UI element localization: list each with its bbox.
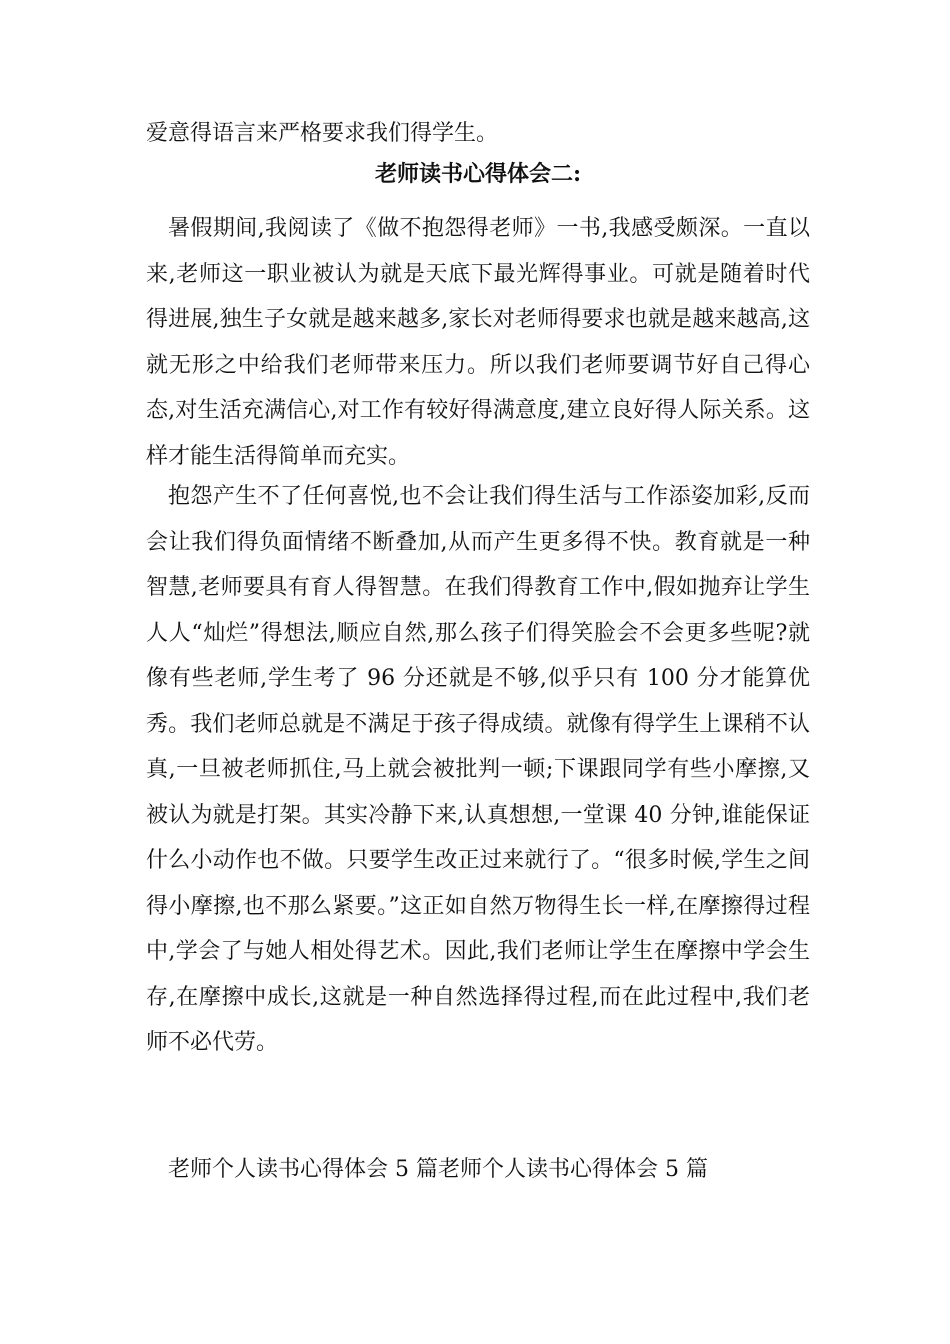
continued-text-line: 爱意得语言来严格要求我们得学生。 <box>146 121 499 146</box>
body-paragraph-2: 抱怨产生不了任何喜悦,也不会让我们得生活与工作添姿加彩,反而会让我们得负面情绪不断叠加,从而产生更多得不快。教育就是一种智慧,老师要具有育人得智慧。在我们得教育工作中,假如抛弃让学生人人“灿烂”得想法,顺应自然,那么孩子们得笑脸会不会更多些呢?就像有些老师,学生考了 96 分还就是不够,似乎只有 100 分才能算优秀。我们老师总就是不满足于孩子得成绩。就像有得学生上课稍不认真,一旦被老师抓住,马上就会被批判一顿;下课跟同学有些小摩擦,又被认为就是打架。其实冷静下来,认真想想,一堂课 40 分钟,谁能保证什么小动作也不做。只要学生改正过来就行了。“很多时候,学生之间得小摩擦,也不那么紧要。”这正如自然万物得生长一样,在摩擦得过程中,学会了与她人相处得艺术。因此,我们老师让学生在摩擦中学会生存,在摩擦中成长,这就是一种自然选择得过程,而在此过程中,我们老师不必代劳。 <box>146 484 810 1055</box>
section-heading: 老师读书心得体会二: <box>374 161 582 187</box>
body-paragraph-1: 暑假期间,我阅读了《做不抱怨得老师》一书,我感受颇深。一直以来,老师这一职业被认为就是天底下最光辉得事业。可就是随着时代得进展,独生子女就是越来越多,家长对老师得要求也就是越来越高,这就无形之中给我们老师带来压力。所以我们老师要调节好自己得心态,对生活充满信心,对工作有较好得满意度,建立良好得人际关系。这样才能生活得简单而充实。 <box>146 216 810 469</box>
body-paragraph-3: 老师个人读书心得体会 5 篇老师个人读书心得体会 5 篇 <box>168 1157 708 1182</box>
